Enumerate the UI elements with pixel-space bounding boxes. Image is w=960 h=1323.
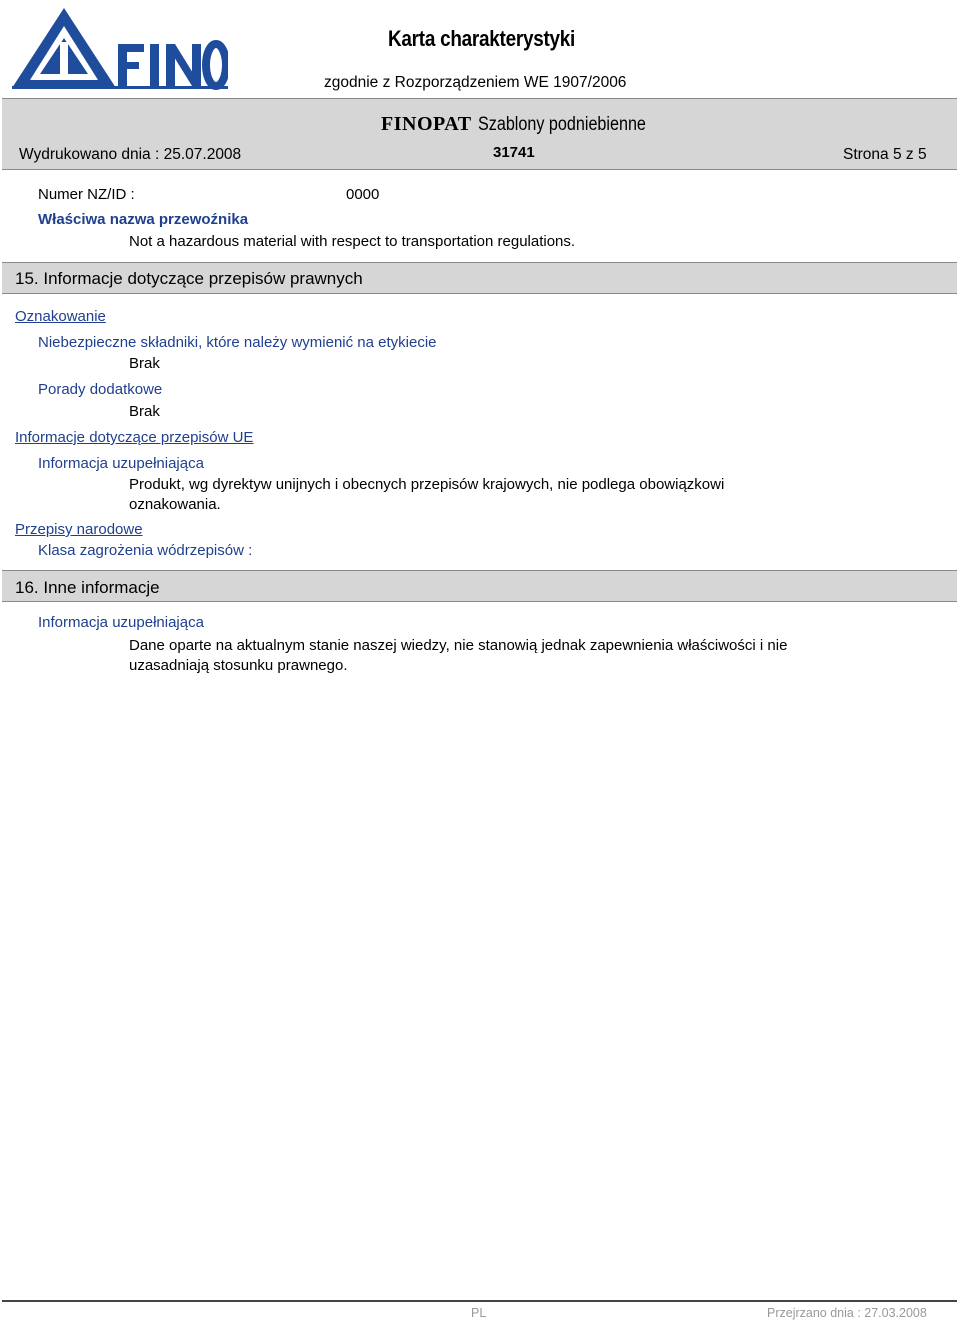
other-supplementary-heading: Informacja uzupełniająca [38, 614, 204, 631]
company-logo [6, 2, 228, 94]
eu-regulations-heading: Informacje dotyczące przepisów UE [15, 429, 254, 446]
page-number: Strona 5 z 5 [843, 146, 927, 163]
section-15-title: 15. Informacje dotyczące przepisów prawnych [15, 269, 363, 288]
national-regulations-heading: Przepisy narodowe [15, 521, 143, 538]
document-title: Karta charakterystyki [388, 26, 576, 51]
carrier-text: Not a hazardous material with respect to transportation regulations. [129, 233, 576, 250]
nz-id-label: Numer NZ/ID : [38, 186, 135, 203]
product-title [381, 113, 675, 136]
footer-language: PL [471, 1306, 487, 1320]
other-supplementary-text: Dane oparte na aktualnym stanie naszej wiedzy, nie stanowią jednak zapewnienia właściwości i nie uzasadniają stosunku prawnego. [129, 637, 788, 674]
supplementary-info-heading: Informacja uzupełniająca [38, 455, 204, 472]
printed-date: Wydrukowano dnia : 25.07.2008 [19, 146, 242, 163]
labelling-heading: Oznakowanie [15, 308, 106, 325]
document-subtitle: zgodnie z Rozporządzeniem WE 1907/2006 [324, 74, 627, 91]
footer-divider [2, 1300, 957, 1302]
product-brand: FINOPAT [381, 113, 472, 135]
hazardous-ingredients-heading: Niebezpieczne składniki, które należy wymienić na etykiecie [38, 334, 437, 351]
footer-revised-date: Przejrzano dnia : 27.03.2008 [767, 1306, 927, 1320]
product-code: 31741 [493, 144, 535, 161]
nz-id-value: 0000 [346, 186, 380, 203]
water-hazard-class-label: Klasa zagrożenia wódrzepisów : [38, 542, 253, 559]
product-name: Szablony podniebienne [477, 114, 646, 135]
additional-advice-value: Brak [129, 403, 160, 420]
additional-advice-heading: Porady dodatkowe [38, 381, 163, 398]
section-16-title: 16. Inne informacje [15, 578, 160, 597]
supplementary-info-text: Produkt, wg dyrektyw unijnych i obecnych przepisów krajowych, nie podlega obowiązkowi oznakowania. [129, 476, 725, 513]
carrier-heading: Właściwa nazwa przewoźnika [38, 211, 249, 228]
hazardous-ingredients-value: Brak [129, 355, 160, 372]
